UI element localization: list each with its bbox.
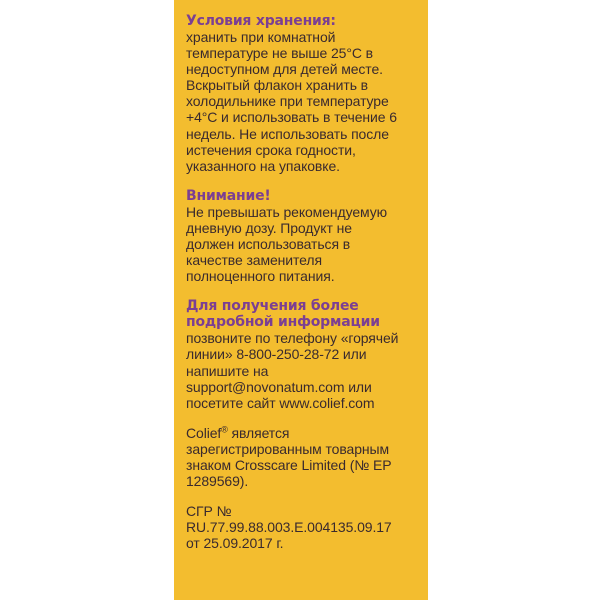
registered-mark: ® [221,424,228,435]
trademark-description: является зарегистрированным товарным знаком Crosscare Limited (№ ЕР 1289569). [186,424,392,490]
info-section [186,298,428,410]
warning-section [186,188,428,284]
certificate-text: СГР № RU.77.99.88.003.E.004135.09.17 от 25.09.2017 г. [186,503,392,552]
product-info-panel [174,0,428,600]
storage-heading: Условия хранения: [186,13,336,29]
trademark-text [186,425,428,489]
storage-text: хранить при комнатной температуре не выше 25°С в недоступном для детей месте. Вскрытый флакон хранить в холодильнике при температуре +4°С и использовать в течение 6 недель. Не использовать после истечения срока годности, указанного на упаковке. [186,29,397,174]
info-heading: Для получения более подробной информации [186,298,380,331]
warning-heading: Внимание! [186,187,271,204]
info-text: позвоните по телефону «горячей линии» 8-800-250-28-72 или напишите на support@novonatum.com или посетите сайт www.colief.com [186,330,399,411]
certificate-section [186,503,428,551]
storage-section [186,13,428,174]
trademark-section [186,425,428,489]
warning-text: Не превышать рекомендуемую дневную дозу. Продукт не должен использоваться в качестве заменителя полноценного питания. [186,203,388,285]
brand-name: Colief [186,424,222,441]
